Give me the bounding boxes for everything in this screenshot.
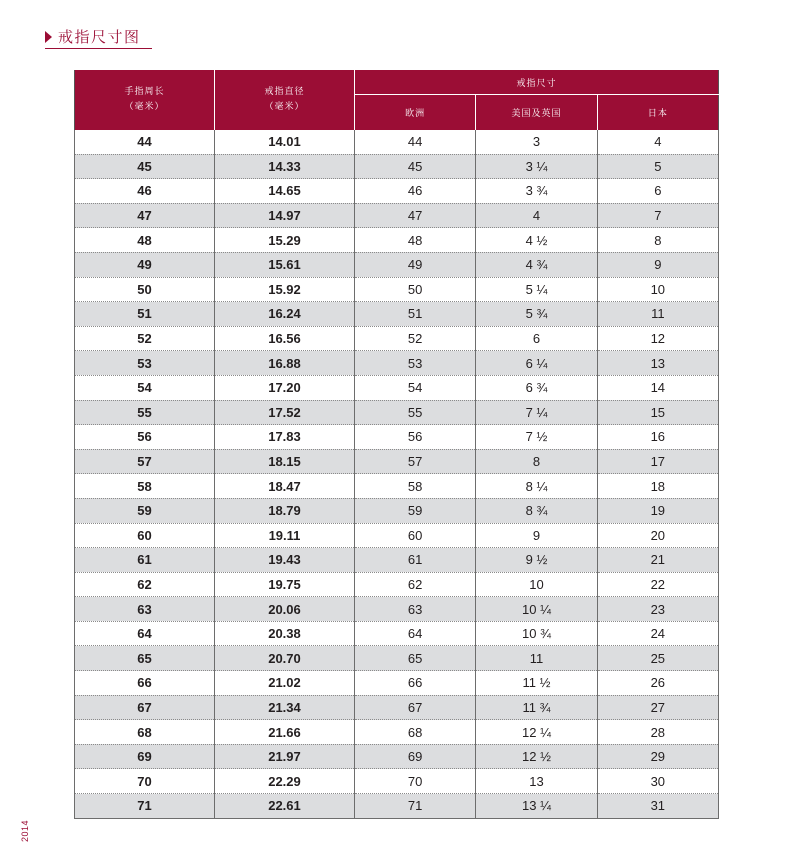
cell-circumference: 58 [75, 474, 215, 499]
table-row [75, 277, 719, 302]
cell-circumference: 50 [75, 277, 215, 302]
cell-europe: 57 [355, 449, 476, 474]
ring-size-table [74, 70, 719, 819]
cell-japan: 19 [597, 498, 718, 523]
cell-diameter: 16.56 [215, 326, 355, 351]
cell-diameter: 21.02 [215, 671, 355, 696]
cell-europe: 44 [355, 130, 476, 154]
cell-diameter: 16.24 [215, 302, 355, 327]
cell-diameter: 14.33 [215, 154, 355, 179]
cell-us-uk: 13 ¼ [476, 794, 597, 819]
cell-europe: 52 [355, 326, 476, 351]
cell-circumference: 56 [75, 425, 215, 450]
cell-japan: 16 [597, 425, 718, 450]
cell-europe: 59 [355, 498, 476, 523]
cell-japan: 22 [597, 572, 718, 597]
cell-diameter: 17.20 [215, 375, 355, 400]
cell-japan: 18 [597, 474, 718, 499]
cell-circumference: 59 [75, 498, 215, 523]
header-circumference: 手指周长 （毫米） [75, 70, 215, 130]
cell-diameter: 17.52 [215, 400, 355, 425]
cell-diameter: 20.70 [215, 646, 355, 671]
cell-diameter: 19.75 [215, 572, 355, 597]
cell-japan: 4 [597, 130, 718, 154]
cell-us-uk: 5 ¼ [476, 277, 597, 302]
cell-europe: 53 [355, 351, 476, 376]
cell-diameter: 22.29 [215, 769, 355, 794]
cell-circumference: 65 [75, 646, 215, 671]
cell-europe: 63 [355, 597, 476, 622]
table-row [75, 498, 719, 523]
cell-japan: 30 [597, 769, 718, 794]
cell-circumference: 71 [75, 794, 215, 819]
cell-diameter: 18.47 [215, 474, 355, 499]
table-row [75, 252, 719, 277]
cell-europe: 68 [355, 720, 476, 745]
cell-us-uk: 4 [476, 203, 597, 228]
cell-japan: 25 [597, 646, 718, 671]
cell-us-uk: 6 ¼ [476, 351, 597, 376]
cell-japan: 31 [597, 794, 718, 819]
cell-us-uk: 10 [476, 572, 597, 597]
cell-us-uk: 8 [476, 449, 597, 474]
header-us-uk: 美国及英国 [476, 95, 597, 131]
cell-europe: 55 [355, 400, 476, 425]
cell-japan: 17 [597, 449, 718, 474]
cell-diameter: 18.79 [215, 498, 355, 523]
table-row [75, 720, 719, 745]
triangle-bullet-icon [45, 31, 52, 43]
cell-japan: 9 [597, 252, 718, 277]
cell-circumference: 52 [75, 326, 215, 351]
table-row [75, 646, 719, 671]
cell-diameter: 20.38 [215, 621, 355, 646]
table-row [75, 548, 719, 573]
cell-us-uk: 4 ½ [476, 228, 597, 253]
cell-europe: 70 [355, 769, 476, 794]
cell-diameter: 15.29 [215, 228, 355, 253]
cell-us-uk: 6 [476, 326, 597, 351]
cell-diameter: 15.61 [215, 252, 355, 277]
cell-us-uk: 3 ¾ [476, 179, 597, 204]
cell-diameter: 21.34 [215, 695, 355, 720]
table-row [75, 351, 719, 376]
table-row [75, 671, 719, 696]
cell-europe: 61 [355, 548, 476, 573]
cell-europe: 54 [355, 375, 476, 400]
table-row [75, 179, 719, 204]
cell-diameter: 17.83 [215, 425, 355, 450]
table-row [75, 449, 719, 474]
table-row [75, 744, 719, 769]
cell-us-uk: 8 ¾ [476, 498, 597, 523]
table-row [75, 228, 719, 253]
cell-us-uk: 9 ½ [476, 548, 597, 573]
cell-us-uk: 11 [476, 646, 597, 671]
cell-diameter: 14.01 [215, 130, 355, 154]
table-row [75, 302, 719, 327]
cell-circumference: 66 [75, 671, 215, 696]
table-row [75, 375, 719, 400]
cell-circumference: 46 [75, 179, 215, 204]
table-body [75, 130, 719, 818]
table-row [75, 597, 719, 622]
cell-us-uk: 5 ¾ [476, 302, 597, 327]
table-row [75, 621, 719, 646]
header-diameter: 戒指直径 （毫米） [215, 70, 355, 130]
cell-circumference: 61 [75, 548, 215, 573]
cell-us-uk: 6 ¾ [476, 375, 597, 400]
table-row [75, 400, 719, 425]
cell-japan: 23 [597, 597, 718, 622]
cell-japan: 14 [597, 375, 718, 400]
cell-diameter: 14.65 [215, 179, 355, 204]
cell-diameter: 18.15 [215, 449, 355, 474]
cell-circumference: 57 [75, 449, 215, 474]
page-title [45, 26, 141, 47]
cell-us-uk: 11 ¾ [476, 695, 597, 720]
cell-us-uk: 12 ½ [476, 744, 597, 769]
cell-diameter: 15.92 [215, 277, 355, 302]
cell-circumference: 47 [75, 203, 215, 228]
cell-europe: 66 [355, 671, 476, 696]
cell-diameter: 19.43 [215, 548, 355, 573]
header-europe: 欧洲 [355, 95, 476, 131]
cell-japan: 24 [597, 621, 718, 646]
cell-japan: 10 [597, 277, 718, 302]
table-row [75, 794, 719, 819]
cell-europe: 67 [355, 695, 476, 720]
table-row [75, 474, 719, 499]
table-row [75, 154, 719, 179]
cell-circumference: 64 [75, 621, 215, 646]
cell-diameter: 16.88 [215, 351, 355, 376]
table-row [75, 203, 719, 228]
cell-japan: 27 [597, 695, 718, 720]
cell-europe: 51 [355, 302, 476, 327]
cell-europe: 48 [355, 228, 476, 253]
cell-europe: 58 [355, 474, 476, 499]
header-japan: 日本 [597, 95, 718, 131]
cell-circumference: 69 [75, 744, 215, 769]
cell-circumference: 67 [75, 695, 215, 720]
cell-us-uk: 12 ¼ [476, 720, 597, 745]
cell-europe: 50 [355, 277, 476, 302]
cell-diameter: 20.06 [215, 597, 355, 622]
cell-europe: 56 [355, 425, 476, 450]
cell-us-uk: 8 ¼ [476, 474, 597, 499]
cell-japan: 11 [597, 302, 718, 327]
cell-japan: 8 [597, 228, 718, 253]
cell-circumference: 68 [75, 720, 215, 745]
cell-japan: 29 [597, 744, 718, 769]
cell-europe: 45 [355, 154, 476, 179]
cell-circumference: 53 [75, 351, 215, 376]
cell-japan: 5 [597, 154, 718, 179]
cell-us-uk: 13 [476, 769, 597, 794]
cell-diameter: 22.61 [215, 794, 355, 819]
table-row [75, 523, 719, 548]
cell-circumference: 63 [75, 597, 215, 622]
table-row [75, 130, 719, 154]
table-row [75, 572, 719, 597]
cell-us-uk: 3 [476, 130, 597, 154]
table-header [75, 70, 719, 130]
cell-japan: 26 [597, 671, 718, 696]
cell-europe: 65 [355, 646, 476, 671]
year-label: 2014 [20, 819, 30, 842]
cell-us-uk: 4 ¾ [476, 252, 597, 277]
cell-circumference: 60 [75, 523, 215, 548]
cell-japan: 20 [597, 523, 718, 548]
header-ring-size-group: 戒指尺寸 [355, 70, 719, 95]
cell-europe: 71 [355, 794, 476, 819]
cell-us-uk: 11 ½ [476, 671, 597, 696]
cell-japan: 13 [597, 351, 718, 376]
cell-europe: 49 [355, 252, 476, 277]
cell-europe: 64 [355, 621, 476, 646]
cell-europe: 46 [355, 179, 476, 204]
title-underline [45, 48, 152, 49]
cell-europe: 62 [355, 572, 476, 597]
cell-us-uk: 10 ¾ [476, 621, 597, 646]
cell-japan: 7 [597, 203, 718, 228]
cell-circumference: 70 [75, 769, 215, 794]
cell-japan: 28 [597, 720, 718, 745]
cell-circumference: 54 [75, 375, 215, 400]
cell-circumference: 55 [75, 400, 215, 425]
cell-diameter: 21.66 [215, 720, 355, 745]
cell-diameter: 19.11 [215, 523, 355, 548]
page-title-text: 戒指尺寸图 [58, 28, 141, 46]
cell-us-uk: 10 ¼ [476, 597, 597, 622]
cell-circumference: 62 [75, 572, 215, 597]
cell-us-uk: 7 ½ [476, 425, 597, 450]
cell-europe: 69 [355, 744, 476, 769]
cell-europe: 60 [355, 523, 476, 548]
cell-europe: 47 [355, 203, 476, 228]
cell-circumference: 45 [75, 154, 215, 179]
cell-japan: 15 [597, 400, 718, 425]
cell-japan: 21 [597, 548, 718, 573]
cell-japan: 6 [597, 179, 718, 204]
cell-us-uk: 9 [476, 523, 597, 548]
cell-circumference: 49 [75, 252, 215, 277]
cell-us-uk: 7 ¼ [476, 400, 597, 425]
cell-japan: 12 [597, 326, 718, 351]
cell-circumference: 44 [75, 130, 215, 154]
table-row [75, 326, 719, 351]
cell-circumference: 51 [75, 302, 215, 327]
cell-diameter: 21.97 [215, 744, 355, 769]
table-row [75, 695, 719, 720]
cell-circumference: 48 [75, 228, 215, 253]
cell-diameter: 14.97 [215, 203, 355, 228]
table-row [75, 425, 719, 450]
table-row [75, 769, 719, 794]
cell-us-uk: 3 ¼ [476, 154, 597, 179]
